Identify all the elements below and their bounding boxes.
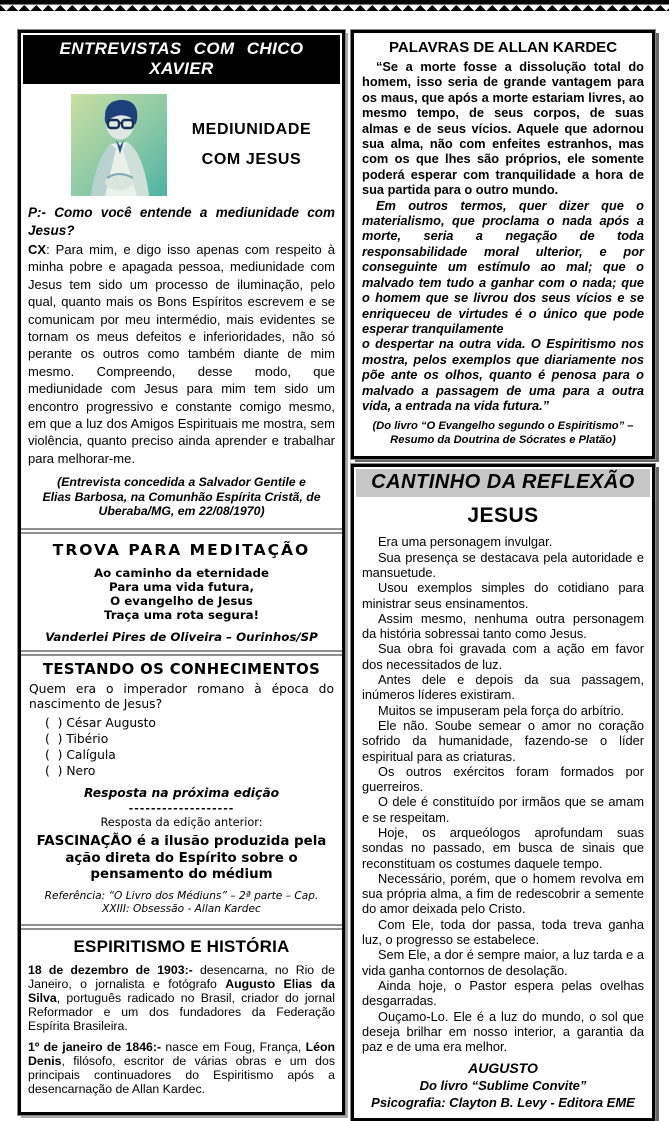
interview-title — [167, 115, 336, 175]
trova-verse: Ao caminho da eternidade — [94, 565, 269, 580]
cantinho-paragraph: Muitos se impuseram pela força do arbítrio. — [378, 702, 625, 718]
trova-title: TROVA PARA MEDITAÇÃO — [52, 540, 311, 559]
history-entry-text: desencarna, no Rio de Janeiro, o jornalista e fotógrafo — [28, 963, 336, 992]
quiz-option: ( ) Nero — [45, 764, 96, 779]
cantinho-book: Do livro “Sublime Convite” — [419, 1078, 587, 1094]
history-entry-date: 18 de dezembro de 1903:- — [28, 963, 193, 978]
left-column-box — [18, 30, 345, 1115]
trova-section — [21, 534, 342, 650]
page-columns — [18, 30, 655, 1121]
history-entry-date: 1º de janeiro de 1846:- — [28, 1040, 162, 1054]
kardec-quote-paragraph: Em outros termos, quer dizer que o materialismo, que proclama o nada após a morte, seria a negação de toda responsabilidade moral ulterior, e por conseguinte um estímulo ao mal; que o malvado tem tudo a ganhar com o nada; que o homem que se livrou dos seus vícios e se enriqueceu de virtudes é o único que pode esperar tranquilamente — [362, 197, 644, 336]
cantinho-paragraph: Com Ele, toda dor passa, toda treva ganha luz, o progresso se estabelece. — [362, 916, 644, 948]
interview-answer-prefix: CX — [28, 242, 47, 257]
quiz-title: TESTANDO OS CONHECIMENTOS — [42, 660, 321, 678]
quiz-reference: Referência: “O Livro dos Médiuns” – 2ª parte – Cap. XXIII: Obsessão - Allan Kardec — [44, 889, 319, 915]
cantinho-header: CANTINHO DA REFLEXÃO — [356, 469, 650, 497]
interview-title-line1: MEDIUNIDADE — [191, 121, 312, 138]
quiz-question: Quem era o imperador romano à época do nascimento de Jesus? — [29, 681, 334, 711]
history-entry — [28, 964, 335, 1034]
cantinho-paragraph: Ainda hoje, o Pastor espera pelas ovelhas desgarradas. — [362, 977, 644, 1009]
dashed-separator: ------------------- — [128, 802, 235, 816]
history-entry-person: Léon Denis — [28, 1040, 335, 1068]
history-title: ESPIRITISMO E HISTÓRIA — [73, 937, 290, 957]
history-entry-text: nasce em Foug, França, — [161, 1040, 306, 1054]
cantinho-body — [354, 534, 652, 1054]
cantinho-paragraph: Hoje, os arqueólogos aprofundam suas sondas no passado, em busca de sinais que reconstituam os costumes daquele tempo. — [362, 824, 644, 871]
cantinho-paragraph: Sem Ele, a dor é sempre maior, a luz tarda e a vida ganha contornos de desolação. — [362, 947, 644, 978]
interview-body — [21, 198, 342, 519]
kardec-box — [351, 30, 655, 459]
kardec-quote-paragraph: o despertar na outra vida. O Espiritismo nos mostra, pelos exemplos que diariamente nos põe ante os olhos, quanto é penosa para o malvado a passagem de uma para a outra vida, a entrada na vida futura.” — [362, 336, 644, 413]
kardec-quote-paragraph: “Se a morte fosse a dissolução total do homem, isso seria de grande vantagem para os maus, que após a morte estariam livres, ao mesmo tempo, de seus corpos, de suas almas e de seus vícios. Aquele que adornou sua alma, não com enfeites estranhos, mas com os que lhes são próprios, ele somente poderá esperar com tranquilidade a hora de sua partida para o outro mundo. — [362, 59, 644, 198]
interview-intro — [21, 86, 342, 198]
cantinho-paragraph: Sua presença se destacava pela autoridade e mansuetude. — [362, 549, 644, 580]
cantinho-footer — [354, 1059, 652, 1111]
history-entry-person: Augusto Elias da Silva — [28, 977, 335, 1006]
cantinho-paragraph: Ouçamo-Lo. Ele é a luz do mundo, o sol que deseja brilhar em nosso interior, a garantia da paz e de uma era melhor. — [362, 1008, 644, 1055]
history-entry — [28, 1041, 335, 1097]
right-column — [351, 30, 655, 1121]
cantinho-paragraph: Os outros exércitos foram formados por guerreiros. — [362, 763, 644, 795]
interview-answer — [28, 241, 335, 467]
kardec-source: (Do livro “O Evangelho segundo o Espiritismo” – Resumo da Doutrina de Sócrates e Platão) — [372, 420, 634, 446]
quiz-option: ( ) César Augusto — [45, 716, 156, 731]
cantinho-paragraph: Usou exemplos simples do cotidiano para ministrar seus ensinamentos. — [362, 580, 644, 611]
cantinho-psychography: Psicografia: Clayton B. Levy - Editora EME — [371, 1095, 635, 1111]
cantinho-title: JESUS — [467, 504, 539, 528]
interview-credit: (Entrevista concedida a Salvador Gentile e Elias Barbosa, na Comunhão Espírita Cristã, de Uberaba/MG, em 22/08/1970) — [42, 475, 321, 519]
quiz-next-answer-note: Resposta na próxima edição — [83, 786, 280, 801]
history-entry-text: , português radicado no Brasil, criador do jornal Reformador e um dos fundadores da Federação Espírita Brasileira. — [28, 991, 335, 1034]
cantinho-paragraph: Era uma personagem invulgar. — [378, 534, 553, 550]
trova-verse: O evangelho de Jesus — [110, 593, 253, 608]
quiz-previous-answer: FASCINAÇÃO é a ilusão produzida pela ação direta do Espírito sobre o pensamento do médium — [36, 834, 327, 883]
quiz-option: ( ) Tibério — [45, 732, 109, 747]
cantinho-signature: AUGUSTO — [468, 1060, 538, 1077]
interview-title-line2: COM JESUS — [201, 151, 302, 168]
quiz-section — [21, 656, 342, 925]
history-entry-text: , filósofo, escritor de várias obras e um dos principais continuadores do Espiritismo após a desencarnação de Allan Kardec. — [28, 1053, 335, 1096]
chico-xavier-portrait-image — [71, 94, 167, 196]
trova-author: Vanderlei Pires de Oliveira – Ourinhos/SP — [45, 629, 318, 644]
quiz-previous-answer-label: Resposta da edição anterior: — [100, 816, 263, 830]
interview-answer-text: : Para mim, e digo isso apenas com respeito à minha pobre e apagada pessoa, mediunidade com Jesus tem sido um processo de iluminação, pelo qual, quanto mais os Bons Espíritos escrevem e se comunicam por meu intermédio, mais evidentes se tornam os meus defeitos e inferioridades, não só perante os outros como também diante de mim mesmo. Compreendo, desse modo, que mediunidade com Jesus para mim tem sido um encontro progressivo e constante comigo mesmo, em que a luz dos Amigos Espirituais me mostra, sem violência, quanto preciso ainda aprender e trabalhar para melhorar-me. — [28, 242, 335, 466]
cantinho-paragraph: Assim mesmo, nenhuma outra personagem da história sobressai tanto como Jesus. — [362, 610, 644, 642]
history-section — [21, 930, 342, 1111]
cantinho-paragraph: O dele é constituído por irmãos que se amam e se respeitam. — [362, 794, 644, 825]
cantinho-box — [351, 464, 655, 1121]
trova-verse: Para uma vida futura, — [108, 579, 254, 594]
quiz-option: ( ) Calígula — [45, 748, 116, 763]
cantinho-paragraph: Sua obra foi gravada com a ação em favor dos necessitados de luz. — [362, 641, 644, 672]
section-header-entrevistas: ENTREVISTAS COM CHICO XAVIER — [23, 35, 340, 84]
torn-edge-decoration — [0, 0, 669, 11]
trova-verse: Traça uma rota segura! — [103, 607, 259, 622]
cantinho-paragraph: Necessário, porém, que o homem revolva em sua própria alma, a fim de redescobrir a semente do amor deixada pelo Cristo. — [362, 870, 644, 917]
cantinho-paragraph: Antes dele e depois da sua passagem, inúmeros líderes existiram. — [362, 672, 644, 703]
kardec-title: PALAVRAS DE ALLAN KARDEC — [388, 39, 618, 56]
cantinho-paragraph: Ele não. Soube semear o amor no coração sofrido da humanidade, fazendo-se o líder espiritual para as criaturas. — [362, 717, 644, 764]
interview-question: P:- Como você entende a mediunidade com Jesus? — [28, 205, 335, 238]
